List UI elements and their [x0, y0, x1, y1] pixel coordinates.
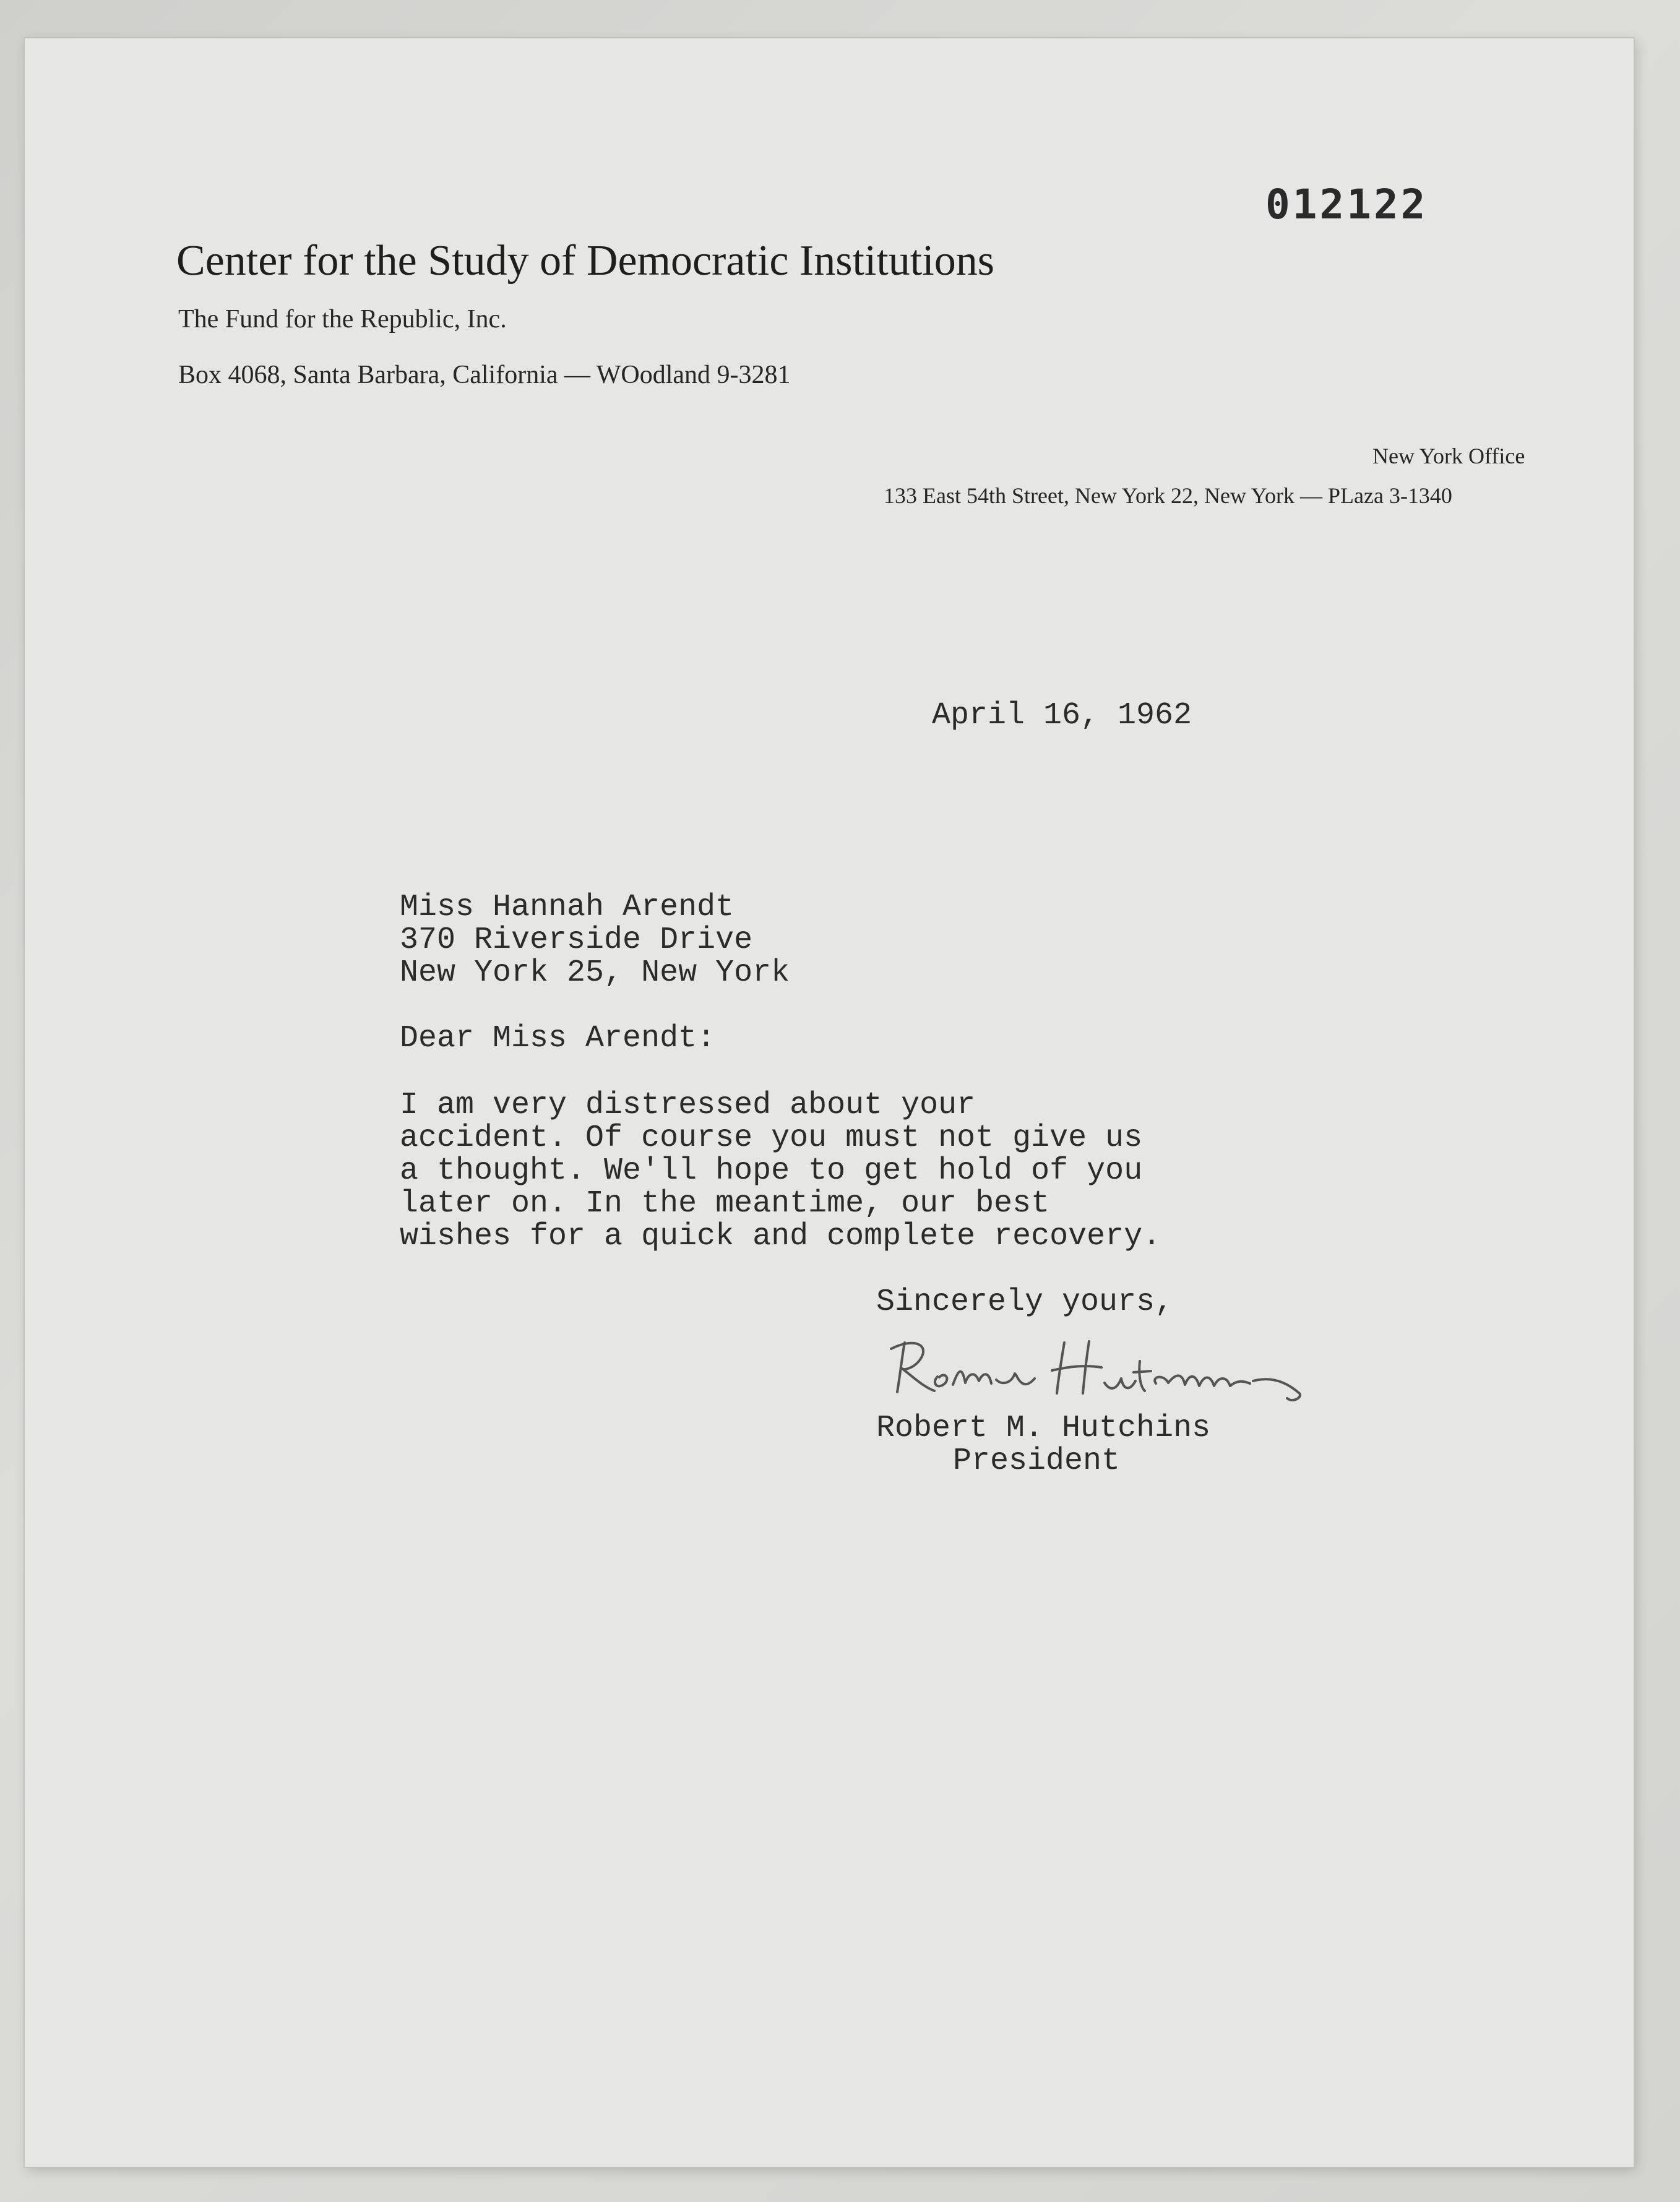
handwritten-signature — [872, 1324, 1343, 1417]
letter-date: April 16, 1962 — [932, 698, 1192, 733]
signer-name: Robert M. Hutchins — [876, 1411, 1211, 1446]
recipient-street: 370 Riverside Drive — [400, 923, 753, 958]
ny-office-label: New York Office — [1372, 444, 1525, 468]
letterhead-organization: Center for the Study of Democratic Institutions — [176, 237, 994, 285]
body-line: wishes for a quick and complete recovery. — [400, 1219, 1161, 1254]
body-line: a thought. We'll hope to get hold of you — [400, 1153, 1143, 1189]
closing: Sincerely yours, — [876, 1284, 1174, 1320]
ny-office-address: 133 East 54th Street, New York 22, New York — PLaza 3-1340 — [884, 483, 1452, 508]
recipient-name: Miss Hannah Arendt — [400, 890, 734, 925]
body-line: later on. In the meantime, our best — [400, 1186, 1050, 1221]
salutation: Dear Miss Arendt: — [400, 1021, 716, 1056]
letterhead-subtitle: The Fund for the Republic, Inc. — [178, 305, 507, 333]
recipient-city: New York 25, New York — [400, 955, 790, 991]
letterhead-address: Box 4068, Santa Barbara, California — WOodland 9-3281 — [178, 361, 791, 389]
signer-title: President — [953, 1443, 1121, 1479]
body-line: I am very distressed about your — [400, 1088, 976, 1123]
body-line: accident. Of course you must not give us — [400, 1120, 1143, 1156]
serial-number: 012122 — [1265, 181, 1428, 228]
